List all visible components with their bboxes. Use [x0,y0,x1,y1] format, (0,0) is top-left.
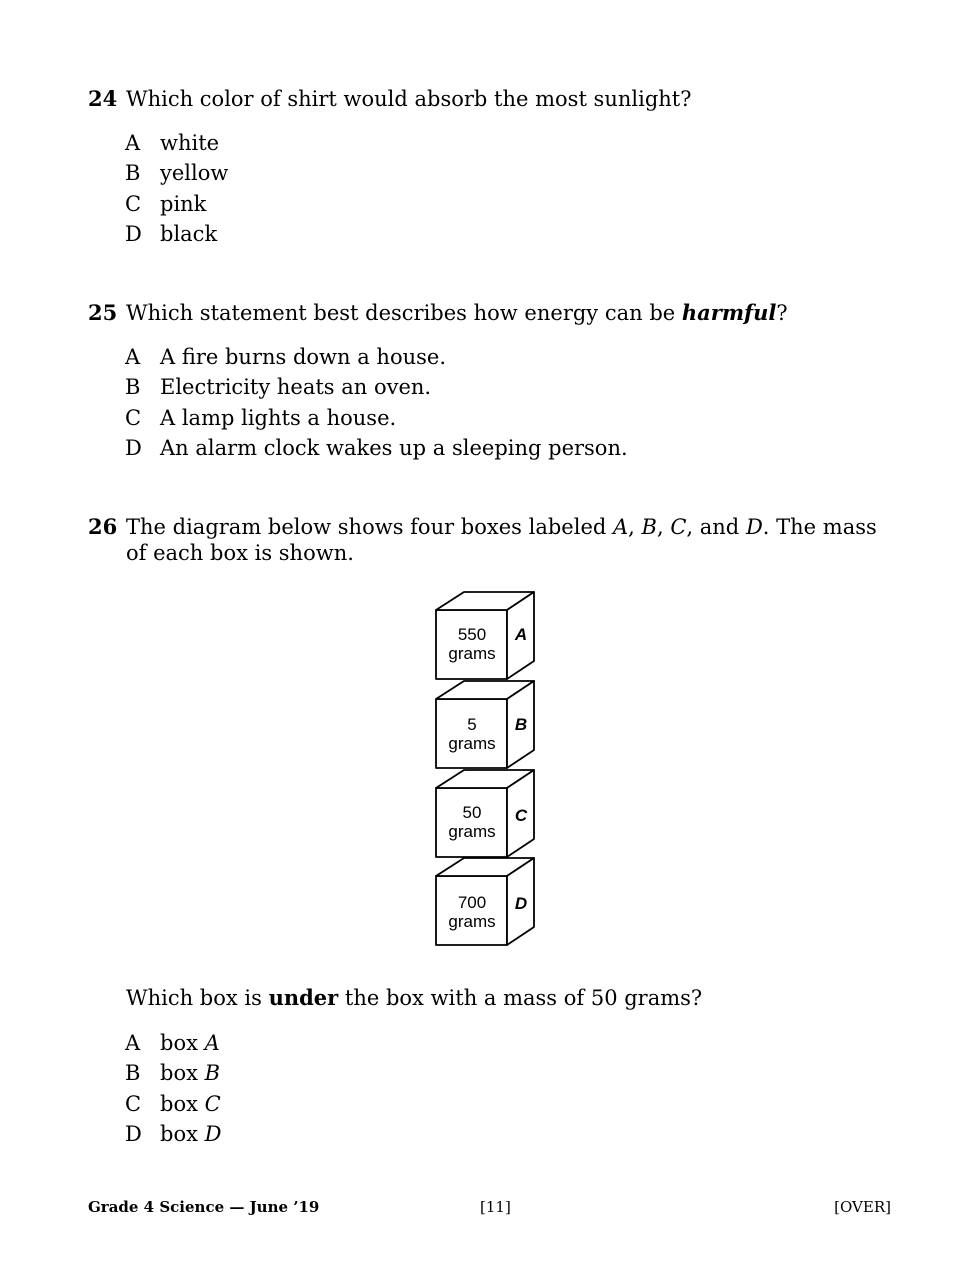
choice-text: Electricity heats an oven. [160,375,432,400]
choice-text: white [160,131,220,155]
box-b-mass-value: 5 [467,715,477,734]
stem-and: and [699,515,740,539]
stem-label-b: B [641,515,657,539]
choice-letter: A [125,345,141,369]
box-b-mass-unit: grams [448,734,496,753]
question-26-choice-d[interactable] [125,1119,221,1149]
question-25-choice-c[interactable] [125,403,628,433]
box-c-mass-value: 50 [462,803,482,822]
stacked-boxes-diagram [425,585,545,955]
choice-letter: B [125,161,141,186]
choice-box-label: C [204,1091,221,1116]
question-24-choice-d[interactable] [125,219,228,249]
sub-text: Which box is [126,986,269,1010]
box-a-mass-unit: grams [448,644,496,663]
stem-label-c: C [670,515,687,539]
footer-over: [OVER] [834,1198,891,1216]
question-26-choice-a[interactable] [125,1028,221,1058]
question-24-stem: Which color of shirt would absorb the most sunlight? [126,87,692,111]
question-25-choices [125,342,628,463]
footer-page-number: [11] [480,1198,511,1216]
box-c-mass-unit: grams [448,822,496,841]
stem-intro: The diagram below shows four boxes labeled [126,515,613,539]
sub-text-end: the box with a mass of 50 grams? [338,986,703,1010]
choice-letter: A [125,131,141,155]
choice-prefix: box [160,1061,198,1086]
choice-prefix: box [160,1091,198,1116]
choice-text: A fire burns down a house. [160,345,447,369]
stem-emphasis: harmful [681,300,777,325]
choice-box-label: B [204,1061,221,1086]
choice-text: pink [160,191,207,216]
box-c-label: C [514,806,528,825]
stem-label-d: D [745,515,763,539]
choice-box-label: D [204,1121,222,1146]
question-26-choices [125,1028,221,1149]
choice-letter: B [125,375,141,400]
box-a-label: A [514,625,528,644]
choice-text: yellow [160,161,229,186]
choice-letter: B [125,1061,141,1086]
choice-prefix: box [160,1121,198,1146]
choice-letter: D [125,221,142,246]
question-24-choices [125,128,228,249]
question-26-choice-b[interactable] [125,1058,221,1088]
question-24-number: 24 [88,86,118,111]
stem-label-a: A [613,515,629,539]
stem-text: Which statement best describes how energy can be [126,301,682,325]
question-26-number: 26 [88,514,118,539]
question-25-stem [126,300,896,326]
sub-emphasis: under [268,985,339,1010]
choice-letter: C [125,1091,142,1116]
question-25-number: 25 [88,300,118,325]
choice-letter: A [125,1031,141,1055]
stem-rest: . The mass of each box is shown. [126,515,877,565]
choice-letter: D [125,1121,142,1146]
question-26-stem: The diagram below shows four boxes labeled A, B, C, and D. The mass of each box is shown. [126,515,877,565]
choice-prefix: box [160,1031,198,1055]
box-d-label: D [514,894,528,913]
stem-text-end: ? [776,301,788,325]
question-24-choice-b[interactable] [125,158,228,188]
box-b-label: B [514,715,528,734]
choice-letter: C [125,405,142,430]
choice-text: A lamp lights a house. [160,405,397,430]
box-d-mass-value: 700 [457,893,487,912]
choice-letter: C [125,191,142,216]
choice-text: An alarm clock wakes up a sleeping person. [160,435,628,460]
footer-exam-title: Grade 4 Science — June ’19 [88,1198,320,1216]
choice-box-label: A [204,1031,220,1055]
box-a-mass-value: 550 [457,625,487,644]
question-26-subquestion [126,985,896,1011]
question-25-choice-b[interactable] [125,372,628,402]
question-26-choice-c[interactable] [125,1089,221,1119]
question-24-choice-a[interactable] [125,128,228,158]
choice-text: black [160,221,218,246]
question-25-choice-a[interactable] [125,342,628,372]
choice-letter: D [125,435,142,460]
question-24-choice-c[interactable] [125,189,228,219]
box-d-mass-unit: grams [448,912,496,931]
question-25-choice-d[interactable] [125,433,628,463]
